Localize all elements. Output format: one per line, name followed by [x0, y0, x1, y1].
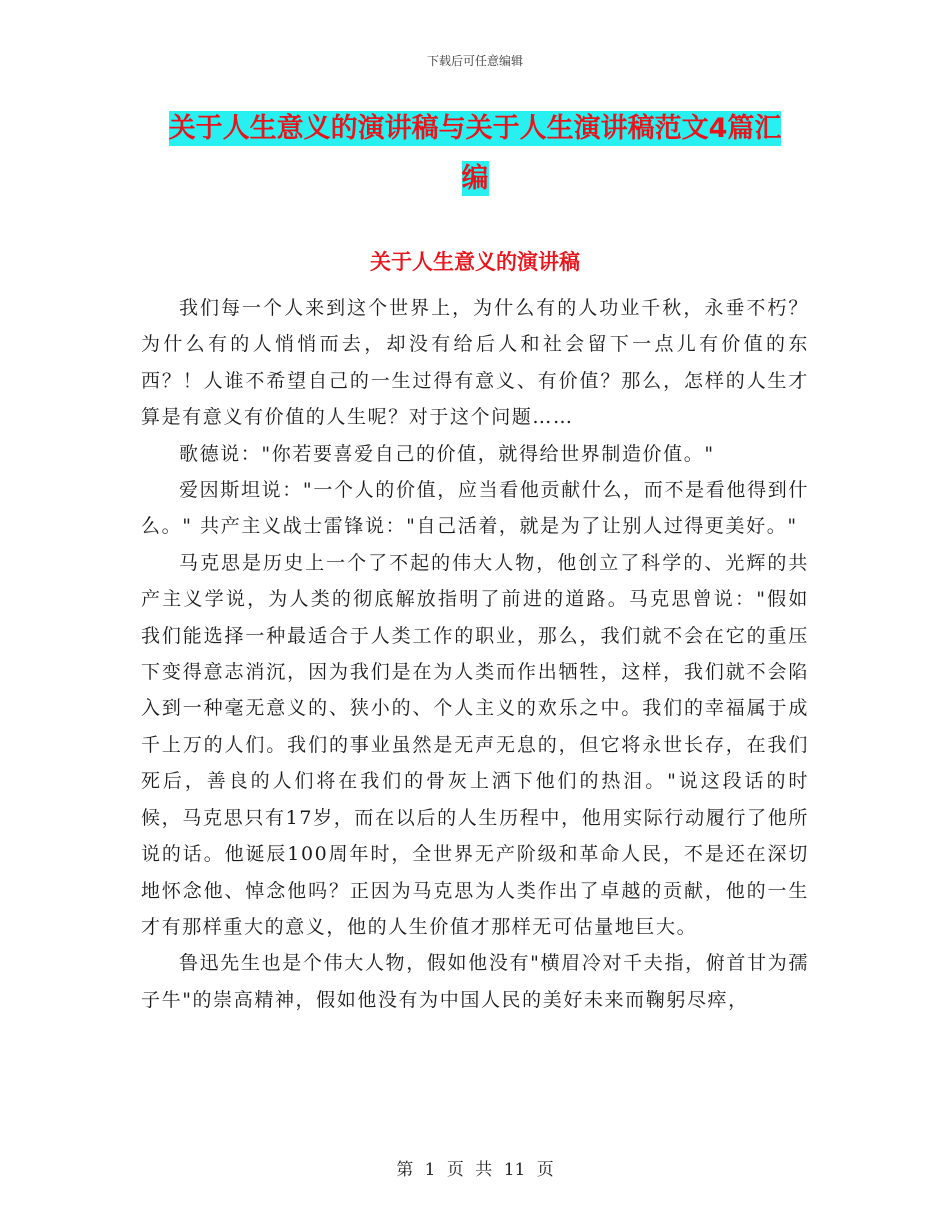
page-number-footer: 第 1 页 共 11 页: [396, 1160, 554, 1180]
body-text: [141, 290, 809, 1018]
paragraph-2: 歌德说："你若要喜爱自己的价值，就得给世界制造价值。": [179, 442, 715, 465]
section-title: 关于人生意义的演讲稿: [370, 250, 580, 274]
paragraph-1: 我们每一个人来到这个世界上，为什么有的人功业千秋，永垂不朽？为什么有的人悄悄而去，却没有给后人和社会留下一点儿有价值的东西？！人谁不希望自己的一生过得有意义、有价值？那么，怎样的人生才算是有意义有价值的人生呢？对于这个问题……: [141, 297, 809, 429]
page-header-note: 下载后可任意编辑: [426, 54, 523, 68]
document-title-line-2: 编: [461, 163, 489, 194]
document-title-line-1: 关于人生意义的演讲稿与关于人生演讲稿范文4篇汇: [168, 113, 782, 144]
document-title: [140, 104, 810, 204]
paragraph-3: 爱因斯坦说："一个人的价值，应当看他贡献什么，而不是看他得到什么。" 共产主义战士雷锋说："自己活着，就是为了让别人过得更美好。": [141, 479, 809, 538]
paragraph-4: 马克思是历史上一个了不起的伟大人物，他创立了科学的、光辉的共产主义学说，为人类的彻底解放指明了前进的道路。马克思曾说："假如我们能选择一种最适合于人类工作的职业，那么，我们就不会在它的重压下变得意志消沉，因为我们是在为人类而作出牺牲，这样，我们就不会陷入到一种毫无意义的、狭小的、个人主义的欢乐之中。我们的幸福属于成千上万的人们。我们的事业虽然是无声无息的，但它将永世长存，在我们死后，善良的人们将在我们的骨灰上洒下他们的热泪。"说这段话的时候，马克思只有17岁，而在以后的人生历程中，他用实际行动履行了他所说的话。他诞辰100周年时，全世界无产阶级和革命人民，不是还在深切地怀念他、悼念他吗？正因为马克思为人类作出了卓越的贡献，他的一生才有那样重大的意义，他的人生价值才那样无可估量地巨大。: [141, 551, 809, 938]
paragraph-5: 鲁迅先生也是个伟大人物，假如他没有"横眉冷对千夫指，俯首甘为孺子牛"的崇高精神，假如他没有为中国人民的美好未来而鞠躬尽瘁，: [141, 952, 809, 1011]
